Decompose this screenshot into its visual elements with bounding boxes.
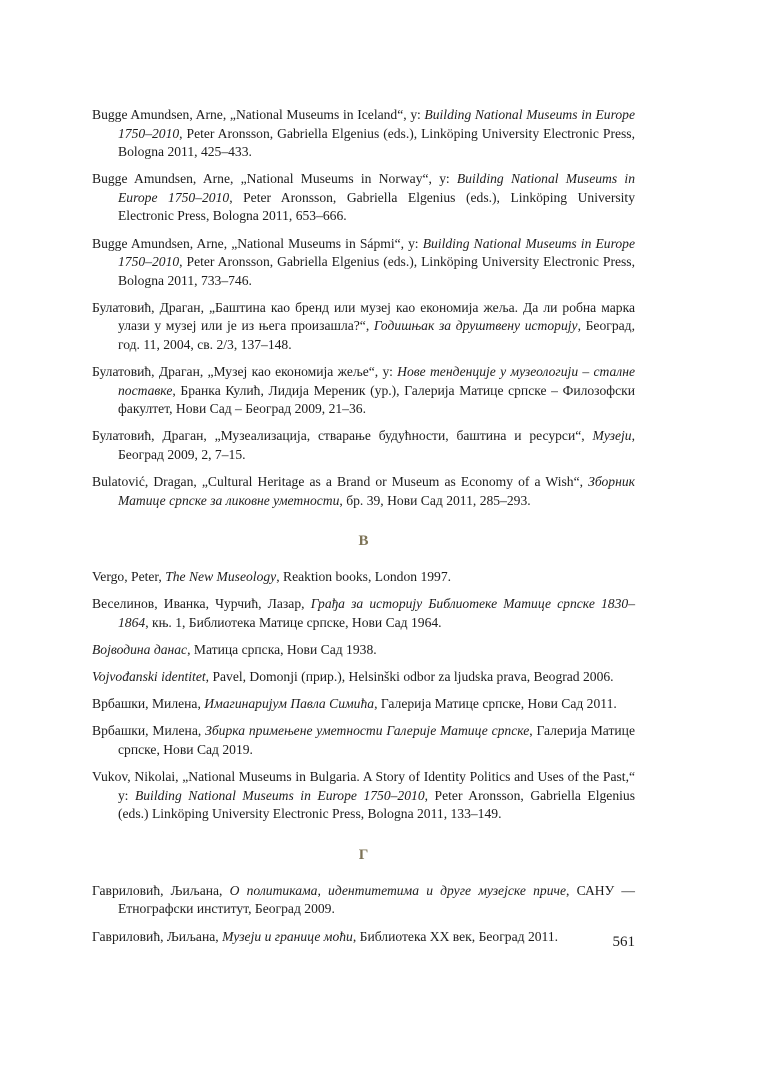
- entry-text: Гавриловић, Љиљана,: [92, 928, 223, 944]
- entry-text: , Reaktion books, London 1997.: [276, 569, 452, 585]
- entry-title-italic: Имагинаријум Павла Симића: [204, 696, 375, 712]
- entry-text: Веселинов, Иванка, Чурчић, Лазар,: [92, 596, 311, 612]
- entry-text: Гавриловић, Љиљана,: [92, 882, 230, 898]
- entry-title-italic: Музеји: [592, 428, 632, 444]
- bibliography-entry: [92, 928, 635, 947]
- bibliography-entry: [92, 235, 635, 291]
- entry-title-italic: Годишњак за друштвену историју: [373, 318, 578, 334]
- bibliography-entry: [92, 595, 635, 632]
- entry-title-italic: Грађа за историју Библиотеке Матице српске 1830–1864: [118, 596, 635, 630]
- entry-title-italic: The New Museology: [165, 569, 277, 585]
- entry-title-italic: Нове тенденције у музеологији – сталне поставке: [118, 364, 635, 398]
- entry-title-italic: Зборник Матице српске за ликовне уметности: [118, 474, 635, 508]
- entry-text: , бр. 39, Нови Сад 2011, 285–293.: [339, 492, 531, 508]
- bibliography-entry: [92, 695, 635, 714]
- bibliography-entry: [92, 473, 635, 510]
- bibliography-entry: [92, 363, 635, 419]
- entry-text: , Peter Aronsson, Gabriella Elgenius (eds.), Linköping University Electronic Press, Bologna 2011, 653–666.: [118, 189, 635, 224]
- bibliography-entry: [92, 768, 635, 824]
- entry-title-italic: Building National Museums in Europe 1750–2010: [118, 107, 635, 141]
- entry-text: , књ. 1, Библиотека Матице српске, Нови Сад 1964.: [145, 614, 442, 630]
- entry-text: Врбашки, Милена,: [92, 723, 206, 739]
- bibliography-entry: [92, 882, 635, 919]
- bibliography-entry: [92, 722, 635, 759]
- entry-title-italic: Музеји и границе моћи: [222, 928, 353, 944]
- bibliography-content: [92, 106, 635, 955]
- bibliography-entry: [92, 668, 635, 687]
- entry-title-italic: О политикама, идентитетима и друге музејске приче: [229, 882, 567, 898]
- entry-title-italic: Збирка примењене уметности Галерије Матице српске: [205, 723, 530, 739]
- entry-title-italic: Building National Museums in Europe 1750–2010: [118, 171, 635, 205]
- entry-text: , Матица српска, Нови Сад 1938.: [187, 642, 377, 658]
- bibliography-entry: [92, 170, 635, 226]
- entry-text: , Библиотека XX век, Београд 2011.: [352, 928, 559, 944]
- entry-text: Vukov, Nikolai, „National Museums in Bulgaria. A Story of Identity Politics and Uses of the Past,“ у:: [92, 769, 635, 803]
- entry-text: , Галерија Матице српске, Нови Сад 2011.: [374, 696, 617, 712]
- entry-title-italic: Vojvođanski identitet: [92, 669, 206, 685]
- entry-title-italic: Војводина данас: [92, 642, 188, 658]
- entry-text: , Peter Aronsson, Gabriella Elgenius (eds.), Linköping University Electronic Press, Bologna 2011, 425–433.: [118, 125, 635, 160]
- entry-text: Булатовић, Драган, „Баштина као бренд или музеј као економија жеља. Да ли робна марка улази у музеј или је из њега произашла?“,: [92, 299, 635, 334]
- entry-text: Bulatović, Dragan, „Cultural Heritage as a Brand or Museum as Economy of a Wish“,: [92, 474, 589, 490]
- entry-title-italic: Building National Museums in Europe 1750–2010: [118, 235, 636, 270]
- entry-text: Bugge Amundsen, Arne, „National Museums in Sápmi“, у:: [92, 235, 423, 251]
- section-heading: В: [358, 533, 369, 550]
- entry-title-italic: Building National Museums in Europe 1750–2010: [134, 787, 425, 803]
- bibliography-entry: [92, 106, 635, 162]
- page-number: 561: [612, 934, 635, 950]
- entry-text: Bugge Amundsen, Arne, „National Museums in Iceland“, у:: [92, 107, 425, 122]
- entry-text: , Београд, год. 11, 2004, св. 2/3, 137–148.: [118, 318, 635, 353]
- entry-text: Vergo, Peter,: [92, 569, 166, 585]
- entry-text: , Peter Aronsson, Gabriella Elgenius (eds.), Linköping University Electronic Press, Bologna 2011, 733–746.: [118, 254, 635, 288]
- entry-text: , САНУ — Етнографски институт, Београд 2009.: [118, 882, 635, 917]
- bibliography-entry: [92, 299, 635, 355]
- entry-text: , Pavel, Domonji (прир.), Helsinški odbor za ljudska prava, Beograd 2006.: [205, 669, 614, 685]
- entry-text: Булатовић, Драган, „Музеализација, стварање будућности, баштина и ресурси“,: [92, 428, 593, 444]
- bibliography-entry: [92, 568, 635, 587]
- section-heading: Г: [358, 846, 369, 863]
- entry-text: Врбашки, Милена,: [92, 696, 205, 712]
- entry-text: Bugge Amundsen, Arne, „National Museums in Norway“, у:: [92, 171, 457, 187]
- entry-text: , Галерија Матице српске, Нови Сад 2019.: [118, 723, 635, 757]
- bibliography-entry: [92, 641, 635, 660]
- entry-text: , Бранка Кулић, Лидија Мереник (ур.), Галерија Матице српске – Филозофски факултет, Нови Сад – Београд 2009, 21–36.: [118, 382, 635, 417]
- entry-text: Булатовић, Драган, „Музеј као економија жеље“, у:: [92, 364, 398, 380]
- bibliography-entry: [92, 427, 635, 464]
- entry-text: , Београд 2009, 2, 7–15.: [118, 428, 635, 462]
- entry-text: , Peter Aronsson, Gabriella Elgenius (eds.) Linköping University Electronic Press, Bologna 2011, 133–149.: [118, 787, 635, 822]
